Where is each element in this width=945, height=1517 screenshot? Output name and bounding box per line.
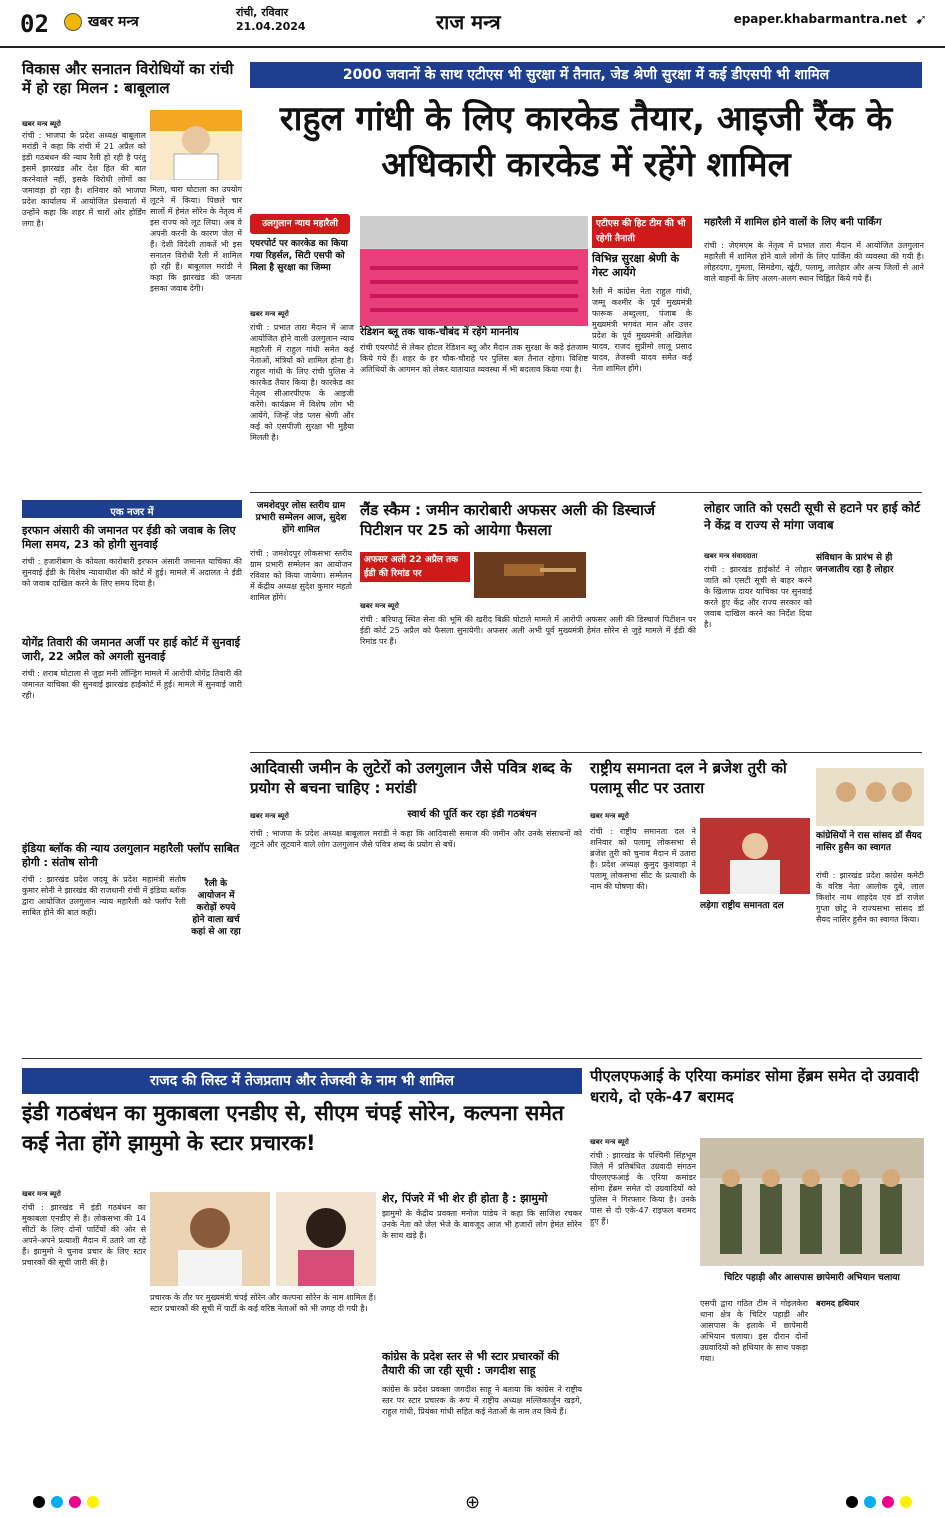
congress-welcome-headline: कांग्रेसियों ने रास सांसद डॉ सैयद नासिर हुसैन का स्वागत — [816, 831, 922, 853]
rsp-subhead: लड़ेगा राष्ट्रीय समानता दल — [700, 901, 784, 911]
magenta-dot-icon — [69, 1496, 81, 1508]
pointer-icon: ➹ — [915, 12, 927, 28]
jamshedpur-headline: जमशेदपुर लोस स्तरीय ग्राम प्रभारी सम्मेलन आज, सुदेश होंगे शामिल — [255, 501, 347, 535]
issue-date: 21.04.2024 — [236, 20, 306, 33]
lead-kicker-band: 2000 जवानों के साथ एटीएस भी सुरक्षा में तैनात, जेड श्रेणी सुरक्षा में कई डीएसपी भी शामिल — [250, 62, 922, 88]
plfi-body-2: एसपी द्वारा गठित टीम ने गोइलकेरा थाना क्षेत्र के चिटिर पहाड़ी और आसपास के इलाके में छापेमारी अभियान चलाया। इस दौरान दोनों उग्रवादियों को हथियार के साथ पकड़ा गया। — [700, 1299, 808, 1363]
parking-headline: महारैली में शामिल होने वालों के लिए बनी पार्किंग — [704, 217, 882, 228]
rally-ground-photo — [360, 216, 588, 326]
divider — [250, 752, 922, 753]
ats-tag: एटीएस की हिट टीम की भी रहेगी तैनाती — [592, 216, 692, 248]
lohar-side-head: संविधान के प्रारंभ से ही जनजातीय रहा है लोहार — [816, 553, 894, 575]
yellow-dot-icon — [87, 1496, 99, 1508]
marandi-headline: आदिवासी जमीन के लुटेरों को उलगुलान जैसे पवित्र शब्द के प्रयोग से बचना चाहिए : मरांडी — [250, 759, 572, 797]
black-dot-icon — [33, 1496, 45, 1508]
black-dot-icon — [846, 1496, 858, 1508]
bottom-lead-body: रांची : झारखंड में इंडी गठबंधन का मुकाबला एनडीए से है। लोकसभा की 14 सीटों के लिए दोनों पार्टियों की ओर से अपने-अपने प्रत्याशी मैदान में उतारे जा रहे हैं। झामुमो ने चुनाव प्रचार के लिए स्टार प्रचारकों की सूची जारी की है। — [22, 1203, 146, 1267]
ek-nazar-label: एक नजर में — [110, 507, 154, 518]
plfi-headline: पीएलएफआई के एरिया कमांडर सोमा हेंब्रम समेत दो उग्रवादी धराये, दो एके-47 बरामद — [590, 1067, 919, 1106]
lead-body-3: रैली में कांग्रेस नेता राहुल गांधी, जम्मू कश्मीर के पूर्व मुख्यमंत्री फारूक अब्दुल्ला, पंजाब के मुख्यमंत्री भगवंत मान और उत्तर प्रदेश के पूर्व मुख्यमंत्री अखिलेश यादव, राजद सुप्रीमो लालू प्रसाद यादव, तेजस्वी यादव समेत कई नेता शामिल होंगे। — [592, 287, 692, 373]
ek-nazar-band — [22, 500, 242, 518]
ulgulan-tag: उलगुलान न्याय महारैली — [250, 214, 350, 234]
dateline — [236, 6, 306, 34]
divider — [22, 1058, 922, 1059]
congress-welcome-body: रांची : झारखंड प्रदेश कांग्रेस कमेटी के वरिष्ठ नेता आलोक दुबे, लाल किशोर नाथ शाहदेव एवं डॉ राजेश गुप्ता छोटू ने राज्यसभा सांसद डॉ सैयद नासिर हुसैन का स्वागत किया। — [816, 871, 924, 924]
kalpana-soren-photo — [276, 1192, 376, 1286]
lead-body-2: रांची एयरपोर्ट से लेकर होटल रेडिशन ब्लू और मैदान तक सुरक्षा के कड़े इंतजाम किये गये हैं। शहर के हर चौक-चौराहे पर पुलिस बल तैनात रहेगा। विशिष्ट अतिथियों के आगमन को लेकर यातायात व्यवस्था में भी बदलाव किया गया है। — [360, 343, 588, 374]
lohar-body: रांची : झारखंड हाईकोर्ट ने लोहार जाति को एसटी सूची से बाहर करने के खिलाफ दायर याचिका पर सुनवाई करते हुए केंद्र और राज्य सरकार को जवाब दाखिल करने का निर्देश दिया है। — [704, 565, 812, 629]
brand-name: खबर मन्त्र — [88, 14, 139, 30]
marandi-subhead: स्वार्थ की पूर्ति कर रहा इंडी गठबंधन — [407, 809, 537, 820]
welcome-photo — [816, 768, 924, 826]
color-dots-right — [843, 1496, 915, 1508]
masthead — [0, 0, 945, 48]
cong-star-body: कांग्रेस के प्रदेश प्रवक्ता जगदीश साहू ने बताया कि कांग्रेस ने राष्ट्रीय स्तर पर स्टार प्रचारक के रूप में राष्ट्रीय अध्यक्ष मल्लिकार्जुन खड़गे, राहुल गांधी, प्रियंका गांधी सहित कई नेताओं के नाम तय किये हैं। — [382, 1385, 582, 1416]
rsp-body: रांची : राष्ट्रीय समानता दल ने शनिवार को पलामू लोकसभा से ब्रजेश तुरी को चुनाव मैदान में उतारा है। प्रदेश अध्यक्ष कुमुद कुशवाहा ने पलामू लोकसभा सीट के प्रत्याशी के नाम की घोषणा की। — [590, 827, 696, 891]
lead-body-1: रांची : प्रभात तारा मैदान में आज आयोजित होने वाली उलगुलान न्याय महारैली में राहुल गांधी समेत कई नेताओं, मंत्रियों को शामिल होना है। राहुल गांधी के लिए रांची पुलिस ने कारकेड तैयार किया है। कारकेड का नेतृत्व सीआरपीएफ के आइजी करेंगे। कार्यक्रम में विशेष लोग भी आयेंगे, जिन्हें जेड प्लस श्रेणी और कई को एसपीजी सुरक्षा भी मुहैया मिलती है। — [250, 323, 354, 442]
airport-subhead: एयरपोर्ट पर कारकेड का किया गया रिहर्सल, सिटी एसपी को मिला है सुरक्षा का जिम्मा — [250, 239, 348, 273]
gavel-photo — [474, 552, 586, 598]
brand-mark-icon — [64, 13, 82, 31]
cong-star-headline: कांग्रेस के प्रदेश स्तर से भी स्टार प्रचारकों की तैयारी की जा रही सूची : जगदीश साहू — [382, 1350, 560, 1377]
arrest-photo — [700, 1138, 924, 1266]
registration-mark-icon: ⊕ — [464, 1491, 481, 1513]
bottom-lead-headline: इंडी गठबंधन का मुकाबला एनडीए से, सीएम चंपई सोरेन, कल्पना समेत कई नेता होंगे झामुमो के स्टार प्रचारक! — [22, 1101, 564, 1155]
brajesh-turi-photo — [700, 818, 810, 894]
marandi-body: रांची : भाजपा के प्रदेश अध्यक्ष बाबूलाल मरांडी ने कहा कि आदिवासी समाज की जमीन और उनके संसाधनों को लूटने और लूटवाने वाले लोग उलगुलान जैसे पवित्र शब्द के प्रयोग से बचें। — [250, 829, 582, 849]
lead-headline: राहुल गांधी के लिए कारकेड तैयार, आइजी रैंक के अधिकारी कारकेड में रहेंगे शामिल — [279, 99, 893, 185]
lead-byline: खबर मन्त्र ब्यूरो — [250, 310, 289, 318]
printer-marks — [0, 1487, 945, 1517]
cyan-dot-icon — [864, 1496, 876, 1508]
rsp-headline: राष्ट्रीय समानता दल ने ब्रजेश तुरी को पलामू सीट पर उतारा — [590, 759, 787, 797]
nazar-2-headline: योगेंद्र तिवारी की जमानत अर्जी पर हाई कोर्ट में सुनवाई जारी, 22 अप्रैल को अगली सुनवाई — [22, 636, 240, 663]
land-scam-tag: अफसर अली 22 अप्रैल तक ईडी की रिमांड पर — [360, 552, 470, 582]
page-number: 02 — [20, 10, 49, 38]
plfi-body: रांची : झारखंड के पश्चिमी सिंहभूम जिले में प्रतिबंधित उग्रवादी संगठन पीएलएफआई के एरिया कमांडर सोमा हेंब्रम समेत दो उग्रवादियों को पुलिस ने गिरफ्तार किया है। उनके पास से दो एके-47 राइफल बरामद हुए हैं। — [590, 1151, 696, 1226]
magenta-dot-icon — [882, 1496, 894, 1508]
land-scam-byline: खबर मन्त्र ब्यूरो — [360, 602, 399, 610]
plfi-recovered-head: बरामद हथियार — [816, 1299, 860, 1308]
color-dots-left — [30, 1496, 102, 1508]
babulal-photo — [150, 110, 242, 180]
nazar-3-body: रांची : झारखंड प्रदेश जदयू के प्रदेश महामंत्री संतोष कुमार सोनी ने झारखंड की राजधानी रांची में इंडिया ब्लॉक द्वारा आयोजित उलगुलान न्याय महारैली को फ्लॉप रैली साबित होने की बात कही। — [22, 875, 186, 917]
left-top-body: रांची : भाजपा के प्रदेश अध्यक्ष बाबूलाल मरांडी ने कहा कि रांची में 21 अप्रैल को इंडी गठबंधन की न्याय रैली हो रही है परंतु इसमें झारखंड और देश हित की बात करनेवाले नहीं, इसके विरोधी लोगों का जमावड़ा हो रहा है। शनिवार को भाजपा प्रदेश कार्यालय में आयोजित प्रेसवार्ता में उन्होंने कहा कि शहर में चारों ओर होर्डिंग लगा है। — [22, 131, 146, 228]
rally-photo-caption: रेडिशन ब्लू तक चाक-चौबंद में रहेंगे माननीय — [360, 327, 519, 338]
bottom-lead-byline: खबर मन्त्र ब्यूरो — [22, 1190, 61, 1198]
ats-subhead: विभिन्न सुरक्षा श्रेणी के गेस्ट आयेंगे — [592, 252, 680, 279]
city-day: रांची, रविवार — [236, 6, 289, 19]
lohar-byline: खबर मन्त्र संवाददाता — [704, 552, 758, 560]
land-scam-body: रांची : बरियातू स्थित सेना की भूमि की खरीद बिक्री घोटाले मामले में आरोपी अफसर अली की डिस्चार्ज पिटीशन पर ईडी कोर्ट 25 अप्रैल को फैसला सुनायेगी। अफसर अली अभी पूर्व मुख्यमंत्री हेमंत सोरेन से जुड़े मामले में ईडी की रिमांड पर हैं। — [360, 615, 696, 646]
land-scam-headline: लैंड स्कैम : जमीन कारोबारी अफसर अली की डिस्चार्ज पिटीशन पर 25 को आयेगा फैसला — [360, 501, 656, 539]
plfi-caption: चिटिर पहाड़ी और आसपास छापेमारी अभियान चलाया — [724, 1273, 900, 1283]
section-title: राज मन्त्र — [436, 10, 501, 34]
divider — [250, 492, 922, 493]
marandi-byline: खबर मन्त्र ब्यूरो — [250, 812, 289, 820]
nazar-3-headline: इंडिया ब्लॉक की न्याय उलगुलान महारैली फ्लॉप साबित होगी : संतोष सोनी — [22, 842, 240, 869]
left-top-body-2: मिला, चारा घोटाला का उपयोग लूटने में किया। पिछले चार सालों में हेमंत सोरेन के नेतृत्व में इस राज्य को लूट लिया। अब वे अपनी करनी के कारण जेल में हैं। देशी विदेशी ताकतें भी इस सनातन विरोधी रैली में शामिल हो रही हैं। बाबूलाल मरांडी ने कहा कि झारखंड की जनता इसका जवाब देगी। — [150, 185, 242, 293]
nazar-1-body: रांची : हजारीबाग के कोयला कारोबारी इरफान अंसारी जमानत याचिका की सुनवाई ईडी के विशेष न्यायाधीश की कोर्ट में हुई। मामले में अदालत ने ईडी को जवाब दाखिल करने के लिए समय दिया है। — [22, 557, 242, 588]
bottom-kicker-band: राजद की लिस्ट में तेजप्रताप और तेजस्वी के नाम भी शामिल — [22, 1068, 582, 1094]
lohar-headline: लोहार जाति को एसटी सूची से हटाने पर हाई कोर्ट ने केंद्र व राज्य से मांगा जवाब — [704, 501, 921, 532]
plfi-byline: खबर मन्त्र ब्यूरो — [590, 1138, 629, 1146]
yellow-dot-icon — [900, 1496, 912, 1508]
left-top-byline: खबर मन्त्र ब्यूरो — [22, 120, 61, 128]
sher-body: झामुमो के केंद्रीय प्रवक्ता मनोज पांडेय ने कहा कि साजिश रचकर उनके नेता को जेल भेजे के बावजूद आज भी हजारों लोग हेमंत सोरेन के साथ खड़े हैं। — [382, 1209, 582, 1240]
lead-body-4: रांची : जेएमएम के नेतृत्व में प्रभात तारा मैदान में आयोजित उलगुलान महारैली में शामिल होने वाले लोगों के लिए पार्किंग की व्यवस्था की गयी है। लोहरदगा, गुमला, सिमडेगा, खूंटी, पलामू, लातेहार और अन्य जिलों से आने वाले वाहनों के लिए अलग-अलग स्थान चिह्नित किये गये हैं। — [704, 241, 924, 283]
epaper-link[interactable]: epaper.khabarmantra.net — [733, 12, 907, 26]
left-top-headline: विकास और सनातन विरोधियों का रांची में हो रहा मिलन : बाबूलाल — [22, 60, 234, 97]
nazar-1-headline: इरफान अंसारी की जमानत पर ईडी को जवाब के लिए मिला समय, 23 को होगी सुनवाई — [22, 524, 236, 551]
sher-headline: शेर, पिंजरे में भी शेर ही होता है : झामुमो — [382, 1192, 548, 1205]
jamshedpur-body: रांची : जमशेदपुर लोकसभा स्तरीय ग्राम प्रभारी सम्मेलन का आयोजन रविवार को किया जायेगा। सम्मेलन में केंद्रीय अध्यक्ष सुदेश कुमार महतो शामिल होंगे। — [250, 549, 352, 602]
nazar-3-pullquote: रैली के आयोजन में करोड़ों रुपये होने वाला खर्च कहां से आ रहा — [191, 879, 241, 937]
brand-logo — [64, 12, 139, 31]
champai-soren-photo — [150, 1192, 270, 1286]
rsp-byline: खबर मन्त्र ब्यूरो — [590, 812, 629, 820]
cyan-dot-icon — [51, 1496, 63, 1508]
nazar-2-body: रांची : शराब घोटाला से जुड़ा मनी लॉन्ड्रिंग मामले में आरोपी योगेंद्र तिवारी की जमानत याचिका की सुनवाई झारखंड हाईकोर्ट में हुई। मामले में सुनवाई जारी रही। — [22, 669, 242, 700]
bottom-lead-body-2: प्रचारक के तौर पर मुख्यमंत्री चंपई सोरेन और कल्पना सोरेन के नाम शामिल हैं। स्टार प्रचारकों की सूची में पार्टी के कई वरिष्ठ नेताओं को भी जगह दी गयी है। — [150, 1293, 376, 1313]
